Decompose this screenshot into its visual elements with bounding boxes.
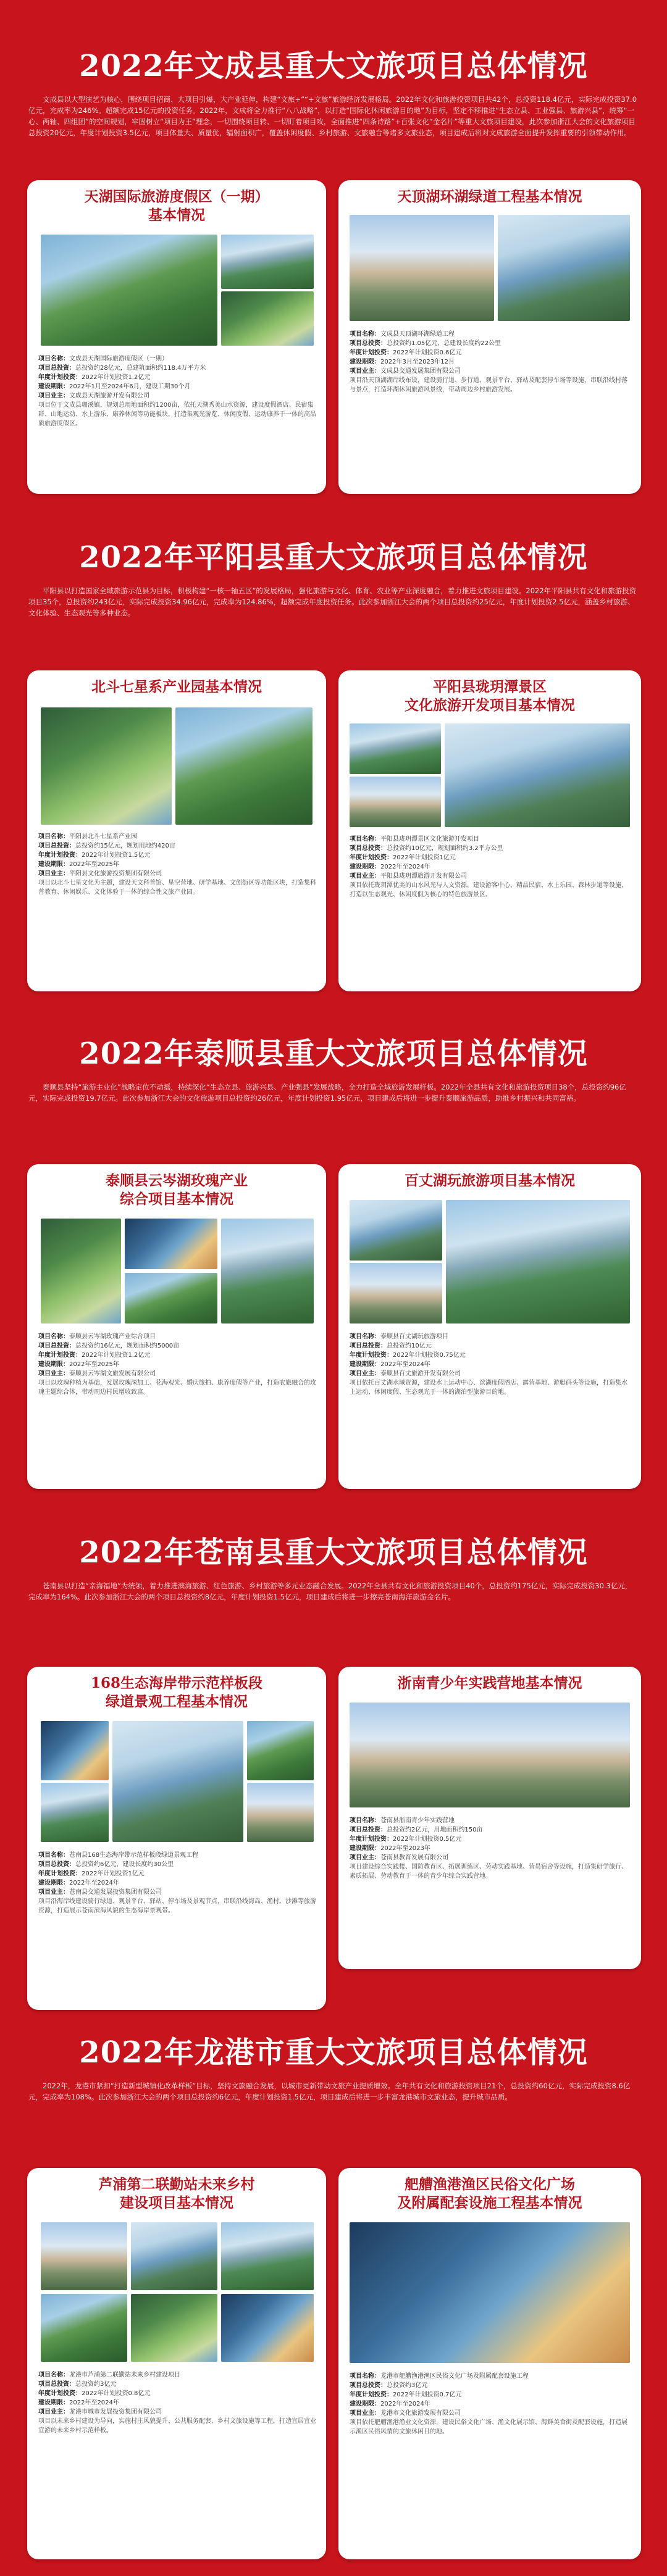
project-info: 项目名称：龙港市舥艚渔港渔区民俗文化广场及附属配套设施工程 项目总投资：总投资约3亿元 年度计划投资：2022年计划投资0.7亿元 建设期限：2022年至2024年 项目业主：龙港市文化旅游发展有限公司 项目依托舥艚渔港渔业文化资源，建设民俗文化广场、渔文化展示馆、海鲜美食街及配套设施，打造展示渔区民俗风情的文旅休闲目的地。 [350, 2373, 627, 2435]
card-title: 168生态海岸带示范样板段 绿道景观工程基本情况 [90, 1675, 262, 1710]
project-card [27, 1667, 326, 2010]
project-info: 项目名称：平阳县北斗七星系产业园 项目总投资：总投资约15亿元，规划用地约420亩 年度计划投资：2022年计划投资1.5亿元 建设期限：2022年至2025年 项目业主：平阳县文化旅游投资集团有限公司 项目以北斗七星文化为主题，建设天文科普馆、星空营地、研学基地、文创街区等功能区块，打造集科普教育、休闲娱乐、文化体验于一体的综合性文旅产业园。 [38, 833, 316, 896]
project-card [338, 180, 641, 494]
project-card [338, 670, 641, 991]
project-photo [221, 2294, 314, 2362]
section-title: 2022年平阳县重大文旅项目总体情况 [79, 540, 588, 575]
project-photo [41, 1783, 109, 1842]
card-title: 浙南青少年实践营地基本情况 [397, 1675, 582, 1691]
project-photo [41, 235, 217, 346]
card-title: 百丈湖玩旅游项目基本情况 [405, 1172, 575, 1189]
card-title: 泰顺县云岑湖玫瑰产业 综合项目基本情况 [106, 1172, 248, 1207]
section-pingyang [0, 536, 667, 1005]
project-photo [221, 291, 314, 346]
card-title: 天湖国际旅游度假区（一期） 基本情况 [84, 188, 269, 223]
section-intro: 平阳县以打造国家全域旅游示范县为目标，积极构建“一核一轴五区”的发展格局，强化旅游与文化、体育、农业等产业深度融合，着力推进文旅项目建设。2022年平阳县共有文化和旅游投资项目35个，总投资约243亿元，实际完成投资34.96亿元，完成率为124.86%，超额完成年度投资任务。此次参加浙江大会的两个项目总投资约25亿元，年度计划投资2.5亿元，涵盖乡村旅游、文化体验、生态观光等多种业态。 [28, 586, 637, 617]
project-info: 项目名称：泰顺县百丈湖玩旅游项目 项目总投资：总投资约10亿元 年度计划投资：2022年计划投资0.75亿元 建设期限：2022年至2024年 项目业主：泰顺县百丈旅游开发有限公司 项目依托百丈湖水域资源，建设水上运动中心、滨湖度假酒店、露营基地、游艇码头等设施，打造集水上运动、休闲度假、生态观光于一体的湖泊型旅游目的地。 [350, 1333, 627, 1396]
project-photo [175, 707, 313, 825]
project-photo [498, 215, 630, 321]
card-title: 舥艚渔港渔区民俗文化广场 及附属配套设施工程基本情况 [397, 2176, 582, 2211]
section-title: 2022年文成县重大文旅项目总体情况 [79, 49, 588, 83]
project-info: 项目名称：苍南县浙南青少年实践营地 项目总投资：总投资约2亿元，用地面积约150亩 年度计划投资：2022年计划投资0.5亿元 建设期限：2022年至2023年 项目业主：苍南县教育发展有限公司 项目建设综合实践楼、国防教育区、拓展训练区、劳动实践基地、营员宿舍等设施，打造集研学旅行、素质拓展、劳动教育于一体的青少年综合实践营地。 [350, 1817, 627, 1880]
project-card [338, 1164, 641, 1489]
project-card [27, 670, 326, 991]
project-photo [125, 1273, 217, 1323]
project-photo [446, 1200, 630, 1323]
section-taishun [0, 1032, 667, 1507]
project-info: 项目名称：平阳县珑玥潭景区文化旅游开发项目 项目总投资：总投资约10亿元，规划面积约3.2平方公里 年度计划投资：2022年计划投资1亿元 建设期限：2022年至2024年 项目业主：平阳县珑玥潭旅游开发有限公司 项目依托珑玥潭优美的山水风光与人文资源，建设游客中心、精品民宿、水上乐园、森林步道等设施，打造以生态观光、休闲度假为核心的特色旅游景区。 [350, 836, 627, 898]
project-photo [221, 1219, 314, 1323]
project-info: 项目名称：龙港市芦浦第二联勤站未来乡村建设项目 项目总投资：总投资约3亿元 年度计划投资：2022年计划投资0.8亿元 建设期限：2022年至2024年 项目业主：龙港市城市发展投资集团有限公司 项目以未来乡村建设为导向，实施村庄风貌提升、公共服务配套、乡村文旅设施等工程，打造宜居宜业宜游的未来乡村示范样板。 [38, 2372, 316, 2434]
project-photo [350, 777, 441, 827]
project-photo [247, 1783, 314, 1842]
project-photo [350, 1703, 630, 1807]
section-intro: 苍南县以打造“亲海福地”为统领，着力推进滨海旅游、红色旅游、乡村旅游等多元业态融合发展。2022年全县共有文化和旅游投资项目40个，总投资约175亿元，实际完成投资30.3亿元，完成率为164%。此次参加浙江大会的两个项目总投资约8亿元，年度计划投资1.5亿元，项目建成后将进一步擦亮苍南海洋旅游金名片。 [28, 1582, 632, 1601]
section-intro: 泰顺县坚持“旅游主业化”战略定位不动摇，持续深化“生态立县、旅游兴县、产业强县”发展战略，全力打造全域旅游发展样板。2022年全县共有文化和旅游投资项目38个，总投资约96亿元，实际完成投资19.7亿元。此次参加浙江大会的文化旅游项目总投资约26亿元，年度计划投资1.95亿元，项目建成后将进一步提升泰顺旅游品质，助推乡村振兴和共同富裕。 [28, 1083, 626, 1103]
project-photo [41, 2222, 127, 2290]
card-title: 平阳县珑玥潭景区 文化旅游开发项目基本情况 [405, 678, 575, 714]
project-photo [247, 1721, 314, 1780]
project-photo [350, 723, 441, 774]
card-title: 芦浦第二联勤站未来乡村 建设项目基本情况 [98, 2176, 255, 2211]
project-photo [112, 1721, 243, 1842]
card-title: 北斗七星系产业园基本情况 [91, 678, 262, 695]
project-photo [41, 707, 172, 825]
project-photo [350, 2222, 630, 2363]
card-title: 天顶湖环湖绿道工程基本情况 [397, 188, 582, 205]
project-photo [41, 1721, 109, 1780]
project-photo [125, 1219, 217, 1269]
project-photo [350, 1200, 442, 1261]
project-card [27, 2168, 326, 2559]
project-photo [131, 2222, 217, 2290]
project-photo [41, 1219, 121, 1323]
project-photo [350, 1263, 442, 1323]
project-card [338, 1667, 641, 1969]
project-card [338, 2168, 641, 2559]
project-photo [221, 235, 314, 289]
project-photo [131, 2294, 217, 2362]
project-photo [41, 2294, 127, 2362]
project-info: 项目名称：苍南县168生态海岸带示范样板段绿道景观工程 项目总投资：总投资约6亿元，建设长度约30公里 年度计划投资：2022年计划投资1亿元 建设期限：2022年至2024年 项目业主：苍南县交通发展投资集团有限公司 项目沿海岸线建设骑行绿道、观景平台、驿站、停车场及景观节点，串联沿线海岛、渔村、沙滩等旅游资源，打造展示苍南滨海风貌的生态海岸景观带。 [38, 1852, 316, 1914]
section-title: 2022年龙港市重大文旅项目总体情况 [79, 2035, 588, 2070]
section-intro: 2022年，龙港市紧扣“打造新型城镇化改革样板”目标，坚持文旅融合发展，以城市更新带动文旅产业提质增效。全年共有文化和旅游投资项目21个，总投资约60亿元，实际完成投资8.6亿元，完成率为108%。此次参加浙江大会的两个项目总投资约6亿元，年度计划投资1.5亿元，项目建成后将进一步丰富龙港城市文旅业态，提升城市品质。 [28, 2082, 631, 2101]
section-title: 2022年苍南县重大文旅项目总体情况 [79, 1535, 588, 1570]
project-photo [221, 2222, 314, 2290]
project-photo [350, 215, 494, 321]
section-longgang [0, 2031, 667, 2568]
project-photo [445, 723, 630, 827]
section-cangnan [0, 1531, 667, 2025]
project-info: 项目名称：文成县天湖国际旅游度假区（一期） 项目总投资：总投资约28亿元，总建筑面积约118.4万平方米 年度计划投资：2022年计划投资1.2亿元 建设期限：2022年1月至2024年6月，建设工期30个月 项目业主：文成县天湖旅游开发有限公司 项目位于文成县珊溪镇，规划总用地面积约1200亩，依托天湖秀美山水资源，建设度假酒店、民宿集群、山地运动、水上游乐、康养休闲等功能板块，打造集观光游览、休闲度假、运动康养于一体的高品质旅游度假区。 [38, 356, 316, 427]
project-card [27, 1164, 326, 1489]
section-intro: 文成县以大型演艺为核心，围绕项目招商、大项目引爆，大产业延伸，构建“文旅+”“+文旅”旅游经济发展格局。2022年文化和旅游投资项目共42个，总投资118.4亿元，实际完成投资37.0亿元，完成率为246%。超额完成15亿元的投资任务。2022年，文成将全力推行“八八战略”，以打造“国际化休闲旅游目的地”为目标，坚定不移推进“生态立县、工业强县、旅游兴县”，统筹“一心、两轴、四组团”的空间规划，牢固树立“项目为王”理念，一切围绕项目转、一切盯着项目攻，全面推进“四条诗路”+百张文化“金名片”等重大文旅项目建设，此次参加浙江大会的文化旅游项目总投资20亿元，年度计划投资3.5亿元，项目体量大、质量优，辐射面积广，覆盖休闲度假、乡村旅游、文旅融合等诸多文旅业态，项目建成后将对文成旅游全面提升发挥重要的引领带动作用。 [28, 95, 637, 137]
project-info: 项目名称：泰顺县云岑湖玫瑰产业综合项目 项目总投资：总投资约16亿元，规划面积约5000亩 年度计划投资：2022年计划投资1.2亿元 建设期限：2022年至2025年 项目业主：泰顺县云岑湖文旅发展有限公司 项目以玫瑰种植为基础，发展玫瑰深加工、花海观光、婚庆旅拍、康养度假等产业，打造农旅融合的玫瑰主题综合体，带动周边村民增收致富。 [38, 1333, 316, 1396]
project-info: 项目名称：文成县天顶湖环湖绿道工程 项目总投资：总投资约1.05亿元，总建设长度约22公里 年度计划投资：2022年计划投资0.6亿元 建设期限：2022年3月至2023年12月 项目业主：文成县交通发展集团有限公司 项目沿天顶湖湖岸线布设，建设骑行道、步行道、观景平台、驿站及配套停车场等设施，串联沿线村落与景点，打造环湖休闲旅游风景线，带动周边乡村旅游发展。 [350, 331, 627, 393]
section-title: 2022年泰顺县重大文旅项目总体情况 [79, 1036, 588, 1071]
project-card [27, 180, 326, 494]
section-wencheng [0, 44, 667, 501]
